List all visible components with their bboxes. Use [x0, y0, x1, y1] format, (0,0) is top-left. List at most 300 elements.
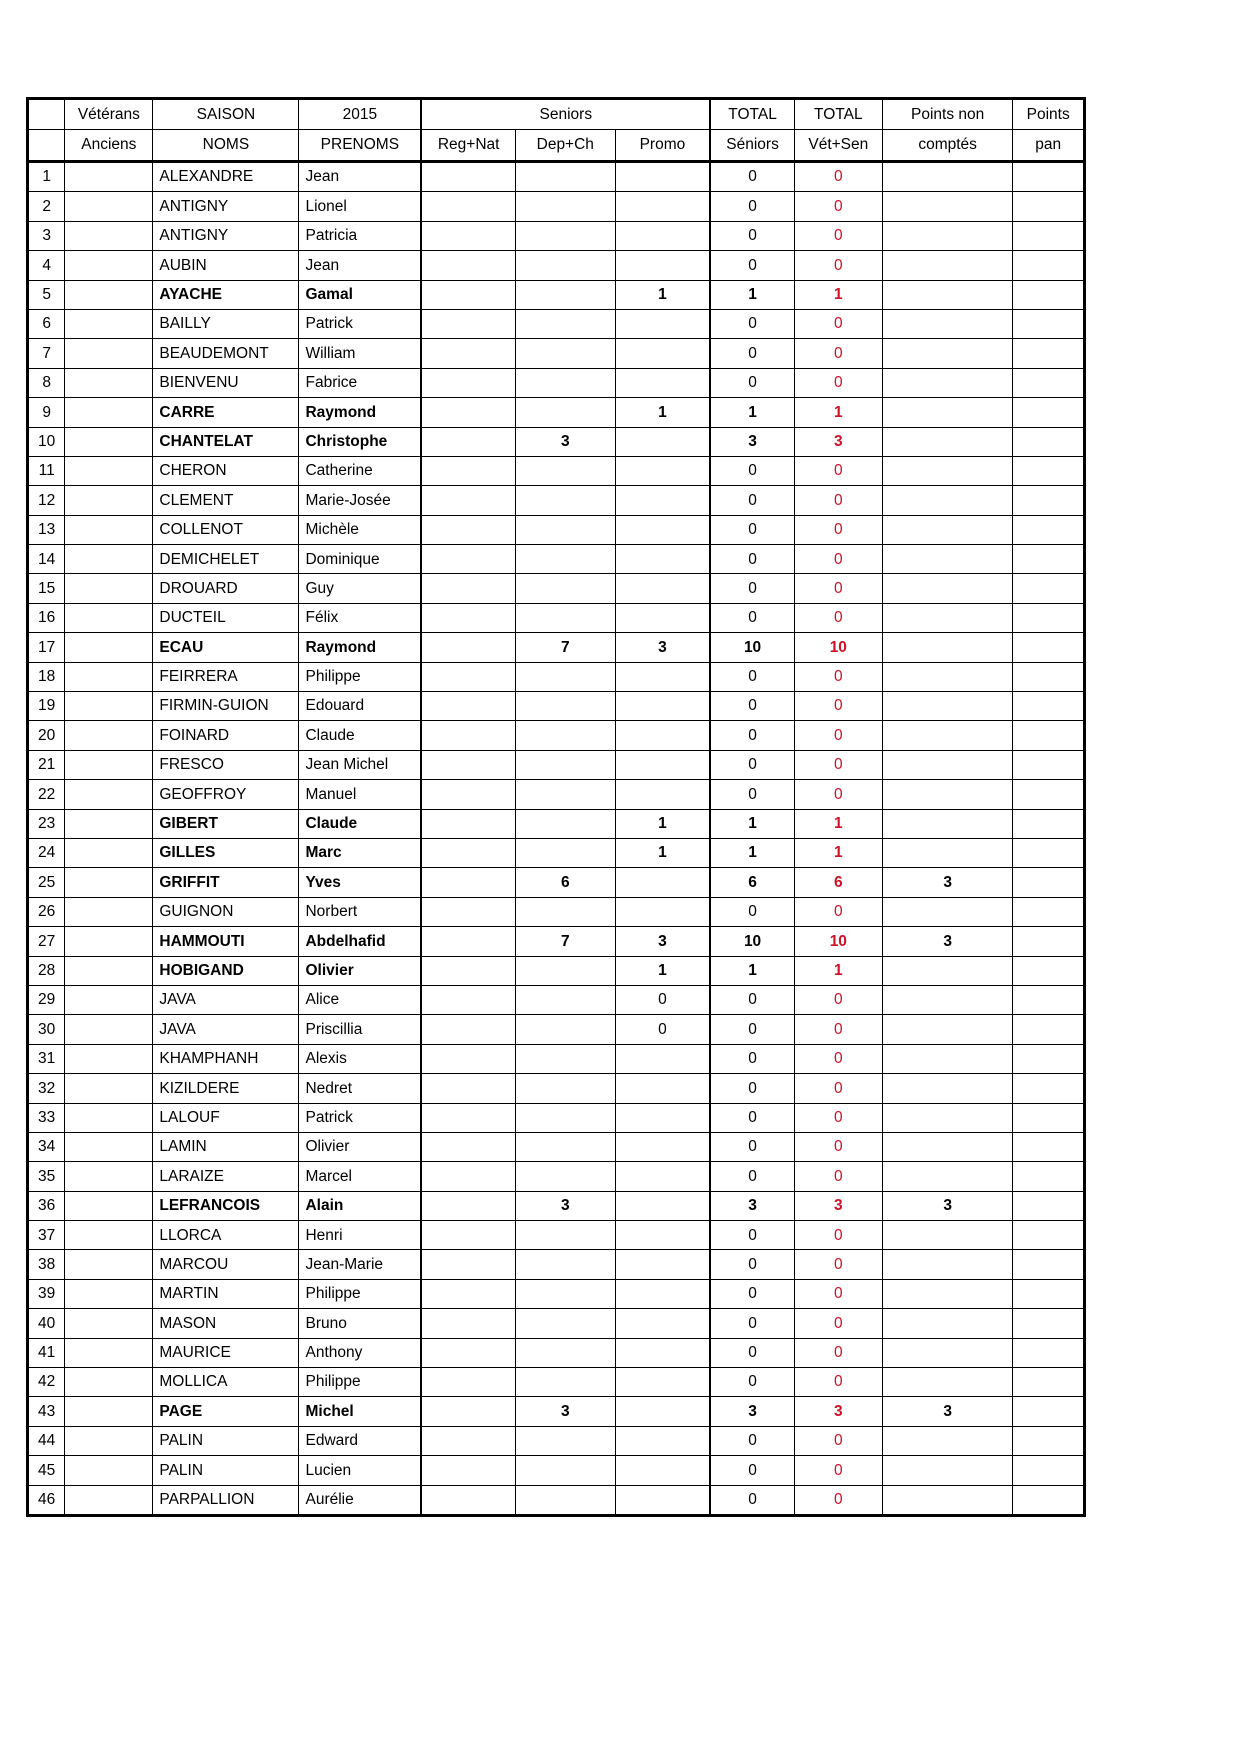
- cell-prenom: Philippe: [299, 662, 421, 691]
- cell-prenom: Abdelhafid: [299, 927, 421, 956]
- cell-anciens: [65, 1074, 153, 1103]
- row-index: 29: [28, 985, 65, 1014]
- cell-reg-nat: [421, 1044, 515, 1073]
- cell-points-non-comptes: 3: [882, 1397, 1013, 1426]
- cell-nom: BIENVENU: [153, 368, 299, 397]
- cell-total-seniors: 0: [710, 1044, 794, 1073]
- cell-reg-nat: [421, 633, 515, 662]
- cell-anciens: [65, 721, 153, 750]
- cell-dep-ch: [516, 809, 615, 838]
- cell-nom: PARPALLION: [153, 1485, 299, 1515]
- cell-reg-nat: [421, 368, 515, 397]
- cell-prenom: Catherine: [299, 456, 421, 485]
- cell-total-seniors: 0: [710, 1221, 794, 1250]
- header-saison: SAISON: [153, 99, 299, 130]
- cell-points-pan: [1013, 221, 1085, 250]
- cell-anciens: [65, 280, 153, 309]
- cell-dep-ch: [516, 1103, 615, 1132]
- cell-total-vet-sen: 0: [794, 251, 882, 280]
- cell-reg-nat: [421, 574, 515, 603]
- header-noms: NOMS: [153, 130, 299, 162]
- cell-points-non-comptes: [882, 956, 1013, 985]
- cell-total-seniors: 0: [710, 897, 794, 926]
- cell-total-seniors: 10: [710, 633, 794, 662]
- cell-prenom: Marcel: [299, 1162, 421, 1191]
- cell-promo: [615, 162, 710, 192]
- cell-total-seniors: 0: [710, 1103, 794, 1132]
- row-index: 3: [28, 221, 65, 250]
- cell-reg-nat: [421, 662, 515, 691]
- cell-prenom: Claude: [299, 809, 421, 838]
- cell-dep-ch: [516, 280, 615, 309]
- cell-total-vet-sen: 0: [794, 1103, 882, 1132]
- table-row: [28, 1397, 1085, 1426]
- cell-total-vet-sen: 1: [794, 956, 882, 985]
- cell-total-seniors: 0: [710, 368, 794, 397]
- cell-points-pan: [1013, 456, 1085, 485]
- cell-nom: PALIN: [153, 1426, 299, 1455]
- cell-points-non-comptes: [882, 574, 1013, 603]
- cell-total-seniors: 0: [710, 456, 794, 485]
- table-row: [28, 692, 1085, 721]
- cell-points-pan: [1013, 750, 1085, 779]
- cell-total-seniors: 0: [710, 750, 794, 779]
- cell-promo: [615, 1074, 710, 1103]
- cell-points-pan: [1013, 1044, 1085, 1073]
- cell-promo: [615, 1485, 710, 1515]
- cell-nom: PALIN: [153, 1456, 299, 1485]
- cell-total-seniors: 0: [710, 1368, 794, 1397]
- cell-points-pan: [1013, 1338, 1085, 1367]
- cell-points-non-comptes: 3: [882, 1191, 1013, 1220]
- cell-dep-ch: [516, 897, 615, 926]
- cell-dep-ch: [516, 1250, 615, 1279]
- cell-reg-nat: [421, 927, 515, 956]
- cell-nom: DUCTEIL: [153, 603, 299, 632]
- cell-anciens: [65, 339, 153, 368]
- cell-points-pan: [1013, 251, 1085, 280]
- row-index: 13: [28, 515, 65, 544]
- cell-anciens: [65, 398, 153, 427]
- cell-points-non-comptes: [882, 486, 1013, 515]
- cell-dep-ch: [516, 574, 615, 603]
- results-table-container: [26, 97, 1086, 1517]
- cell-total-vet-sen: 6: [794, 868, 882, 897]
- cell-total-vet-sen: 0: [794, 456, 882, 485]
- cell-promo: [615, 1221, 710, 1250]
- row-index: 34: [28, 1132, 65, 1161]
- cell-anciens: [65, 1485, 153, 1515]
- table-row: [28, 427, 1085, 456]
- cell-nom: DEMICHELET: [153, 545, 299, 574]
- cell-reg-nat: [421, 545, 515, 574]
- row-index: 7: [28, 339, 65, 368]
- cell-reg-nat: [421, 1103, 515, 1132]
- cell-anciens: [65, 1397, 153, 1426]
- cell-anciens: [65, 780, 153, 809]
- cell-points-pan: [1013, 515, 1085, 544]
- cell-points-non-comptes: 3: [882, 927, 1013, 956]
- header-points-top: Points: [1013, 99, 1085, 130]
- cell-dep-ch: 3: [516, 1191, 615, 1220]
- cell-prenom: Jean: [299, 251, 421, 280]
- row-index: 12: [28, 486, 65, 515]
- cell-nom: GUIGNON: [153, 897, 299, 926]
- row-index: 10: [28, 427, 65, 456]
- cell-points-non-comptes: [882, 809, 1013, 838]
- cell-reg-nat: [421, 1250, 515, 1279]
- header-points-non-comptes: comptés: [882, 130, 1013, 162]
- cell-anciens: [65, 927, 153, 956]
- cell-nom: FEIRRERA: [153, 662, 299, 691]
- cell-dep-ch: [516, 1485, 615, 1515]
- cell-total-seniors: 0: [710, 339, 794, 368]
- cell-points-non-comptes: [882, 221, 1013, 250]
- cell-nom: AYACHE: [153, 280, 299, 309]
- cell-prenom: Anthony: [299, 1338, 421, 1367]
- table-row: [28, 251, 1085, 280]
- cell-nom: ECAU: [153, 633, 299, 662]
- header-dep-ch: Dep+Ch: [516, 130, 615, 162]
- cell-dep-ch: [516, 1309, 615, 1338]
- row-index: 11: [28, 456, 65, 485]
- header-index-blank: [28, 130, 65, 162]
- cell-total-vet-sen: 0: [794, 1279, 882, 1308]
- cell-nom: MARTIN: [153, 1279, 299, 1308]
- cell-reg-nat: [421, 1426, 515, 1455]
- cell-points-pan: [1013, 280, 1085, 309]
- cell-reg-nat: [421, 221, 515, 250]
- cell-dep-ch: [516, 339, 615, 368]
- table-row: [28, 809, 1085, 838]
- cell-anciens: [65, 868, 153, 897]
- cell-anciens: [65, 1338, 153, 1367]
- table-row: [28, 1426, 1085, 1455]
- row-index: 21: [28, 750, 65, 779]
- cell-anciens: [65, 985, 153, 1014]
- cell-reg-nat: [421, 1485, 515, 1515]
- cell-promo: 3: [615, 633, 710, 662]
- cell-total-vet-sen: 0: [794, 1456, 882, 1485]
- cell-reg-nat: [421, 1162, 515, 1191]
- cell-reg-nat: [421, 1191, 515, 1220]
- cell-prenom: Fabrice: [299, 368, 421, 397]
- cell-anciens: [65, 662, 153, 691]
- cell-dep-ch: [516, 456, 615, 485]
- cell-promo: [615, 721, 710, 750]
- cell-dep-ch: [516, 780, 615, 809]
- cell-points-non-comptes: [882, 1162, 1013, 1191]
- cell-nom: CHERON: [153, 456, 299, 485]
- table-row: [28, 868, 1085, 897]
- cell-total-seniors: 0: [710, 780, 794, 809]
- cell-prenom: Jean: [299, 162, 421, 192]
- cell-reg-nat: [421, 780, 515, 809]
- cell-promo: [615, 897, 710, 926]
- cell-total-vet-sen: 0: [794, 309, 882, 338]
- row-index: 42: [28, 1368, 65, 1397]
- cell-total-vet-sen: 0: [794, 897, 882, 926]
- table-row: [28, 633, 1085, 662]
- cell-nom: JAVA: [153, 1015, 299, 1044]
- cell-dep-ch: [516, 486, 615, 515]
- cell-promo: 1: [615, 838, 710, 867]
- cell-prenom: Jean Michel: [299, 750, 421, 779]
- cell-points-pan: [1013, 1250, 1085, 1279]
- cell-nom: GIBERT: [153, 809, 299, 838]
- header-row-top: [28, 99, 1085, 130]
- cell-points-pan: [1013, 1426, 1085, 1455]
- cell-total-vet-sen: 0: [794, 750, 882, 779]
- cell-points-non-comptes: [882, 1279, 1013, 1308]
- cell-total-vet-sen: 0: [794, 486, 882, 515]
- header-total-seniors: Séniors: [710, 130, 794, 162]
- table-row: [28, 780, 1085, 809]
- cell-dep-ch: [516, 251, 615, 280]
- cell-prenom: Marc: [299, 838, 421, 867]
- cell-promo: [615, 1338, 710, 1367]
- cell-dep-ch: [516, 398, 615, 427]
- table-row: [28, 221, 1085, 250]
- cell-nom: BAILLY: [153, 309, 299, 338]
- cell-points-non-comptes: [882, 721, 1013, 750]
- cell-points-non-comptes: [882, 1221, 1013, 1250]
- cell-total-vet-sen: 0: [794, 368, 882, 397]
- table-row: [28, 985, 1085, 1014]
- table-row: [28, 456, 1085, 485]
- cell-nom: COLLENOT: [153, 515, 299, 544]
- cell-nom: JAVA: [153, 985, 299, 1014]
- table-row: [28, 1368, 1085, 1397]
- cell-reg-nat: [421, 1132, 515, 1161]
- cell-promo: [615, 1397, 710, 1426]
- cell-points-pan: [1013, 1221, 1085, 1250]
- cell-dep-ch: [516, 1015, 615, 1044]
- cell-points-pan: [1013, 1162, 1085, 1191]
- row-index: 15: [28, 574, 65, 603]
- cell-total-vet-sen: 0: [794, 1309, 882, 1338]
- cell-prenom: Aurélie: [299, 1485, 421, 1515]
- cell-prenom: Philippe: [299, 1279, 421, 1308]
- cell-points-pan: [1013, 545, 1085, 574]
- row-index: 32: [28, 1074, 65, 1103]
- cell-nom: DROUARD: [153, 574, 299, 603]
- cell-dep-ch: [516, 1338, 615, 1367]
- cell-points-non-comptes: [882, 339, 1013, 368]
- cell-reg-nat: [421, 721, 515, 750]
- cell-prenom: Alice: [299, 985, 421, 1014]
- row-index: 24: [28, 838, 65, 867]
- row-index: 46: [28, 1485, 65, 1515]
- cell-promo: [615, 515, 710, 544]
- cell-anciens: [65, 1103, 153, 1132]
- cell-prenom: Edouard: [299, 692, 421, 721]
- cell-nom: BEAUDEMONT: [153, 339, 299, 368]
- cell-points-non-comptes: [882, 192, 1013, 221]
- cell-promo: [615, 1309, 710, 1338]
- cell-promo: 1: [615, 280, 710, 309]
- cell-points-non-comptes: [882, 633, 1013, 662]
- cell-prenom: Olivier: [299, 956, 421, 985]
- cell-nom: ALEXANDRE: [153, 162, 299, 192]
- cell-points-pan: [1013, 897, 1085, 926]
- cell-nom: FOINARD: [153, 721, 299, 750]
- cell-prenom: Philippe: [299, 1368, 421, 1397]
- cell-points-pan: [1013, 574, 1085, 603]
- cell-anciens: [65, 692, 153, 721]
- cell-promo: [615, 868, 710, 897]
- cell-total-vet-sen: 0: [794, 1485, 882, 1515]
- cell-points-pan: [1013, 1456, 1085, 1485]
- cell-prenom: Raymond: [299, 633, 421, 662]
- row-index: 20: [28, 721, 65, 750]
- cell-nom: LARAIZE: [153, 1162, 299, 1191]
- row-index: 26: [28, 897, 65, 926]
- cell-points-non-comptes: [882, 456, 1013, 485]
- cell-reg-nat: [421, 398, 515, 427]
- table-row: [28, 1338, 1085, 1367]
- header-corner-blank: [28, 99, 65, 130]
- cell-prenom: Christophe: [299, 427, 421, 456]
- cell-total-seniors: 0: [710, 721, 794, 750]
- cell-total-vet-sen: 3: [794, 427, 882, 456]
- cell-nom: MARCOU: [153, 1250, 299, 1279]
- cell-promo: 0: [615, 1015, 710, 1044]
- cell-total-vet-sen: 0: [794, 192, 882, 221]
- cell-promo: [615, 1132, 710, 1161]
- header-reg-nat: Reg+Nat: [421, 130, 515, 162]
- cell-points-non-comptes: [882, 398, 1013, 427]
- cell-dep-ch: [516, 309, 615, 338]
- table-row: [28, 1162, 1085, 1191]
- table-row: [28, 1015, 1085, 1044]
- table-row: [28, 574, 1085, 603]
- cell-prenom: Félix: [299, 603, 421, 632]
- cell-anciens: [65, 1368, 153, 1397]
- cell-promo: [615, 750, 710, 779]
- cell-reg-nat: [421, 1368, 515, 1397]
- cell-points-pan: [1013, 1368, 1085, 1397]
- cell-prenom: Marie-Josée: [299, 486, 421, 515]
- cell-total-seniors: 0: [710, 1132, 794, 1161]
- table-row: [28, 339, 1085, 368]
- cell-prenom: Olivier: [299, 1132, 421, 1161]
- cell-total-seniors: 0: [710, 692, 794, 721]
- header-promo: Promo: [615, 130, 710, 162]
- cell-reg-nat: [421, 692, 515, 721]
- row-index: 45: [28, 1456, 65, 1485]
- row-index: 30: [28, 1015, 65, 1044]
- cell-anciens: [65, 486, 153, 515]
- cell-prenom: Gamal: [299, 280, 421, 309]
- table-row: [28, 1044, 1085, 1073]
- row-index: 33: [28, 1103, 65, 1132]
- row-index: 44: [28, 1426, 65, 1455]
- cell-points-non-comptes: [882, 1309, 1013, 1338]
- cell-points-non-comptes: [882, 1015, 1013, 1044]
- cell-points-non-comptes: [882, 545, 1013, 574]
- cell-dep-ch: [516, 221, 615, 250]
- cell-promo: [615, 192, 710, 221]
- cell-points-pan: [1013, 780, 1085, 809]
- cell-anciens: [65, 1456, 153, 1485]
- cell-dep-ch: [516, 1279, 615, 1308]
- cell-promo: [615, 1279, 710, 1308]
- header-anciens: Anciens: [65, 130, 153, 162]
- table-row: [28, 750, 1085, 779]
- cell-anciens: [65, 1044, 153, 1073]
- cell-prenom: Bruno: [299, 1309, 421, 1338]
- cell-total-vet-sen: 0: [794, 515, 882, 544]
- cell-points-pan: [1013, 838, 1085, 867]
- cell-total-vet-sen: 1: [794, 838, 882, 867]
- cell-prenom: Yves: [299, 868, 421, 897]
- row-index: 6: [28, 309, 65, 338]
- cell-prenom: Patrick: [299, 309, 421, 338]
- cell-nom: CARRE: [153, 398, 299, 427]
- cell-total-seniors: 0: [710, 603, 794, 632]
- cell-points-pan: [1013, 1279, 1085, 1308]
- cell-total-seniors: 0: [710, 486, 794, 515]
- cell-reg-nat: [421, 515, 515, 544]
- cell-points-pan: [1013, 1191, 1085, 1220]
- cell-reg-nat: [421, 309, 515, 338]
- cell-total-vet-sen: 0: [794, 545, 882, 574]
- table-row: [28, 486, 1085, 515]
- cell-anciens: [65, 162, 153, 192]
- cell-total-vet-sen: 10: [794, 633, 882, 662]
- cell-prenom: Claude: [299, 721, 421, 750]
- cell-points-non-comptes: [882, 515, 1013, 544]
- cell-promo: [615, 339, 710, 368]
- cell-points-pan: [1013, 809, 1085, 838]
- cell-prenom: Jean-Marie: [299, 1250, 421, 1279]
- row-index: 43: [28, 1397, 65, 1426]
- table-row: [28, 662, 1085, 691]
- cell-total-seniors: 6: [710, 868, 794, 897]
- cell-nom: AUBIN: [153, 251, 299, 280]
- cell-points-non-comptes: 3: [882, 868, 1013, 897]
- cell-total-seniors: 0: [710, 662, 794, 691]
- cell-total-vet-sen: 10: [794, 927, 882, 956]
- cell-total-vet-sen: 0: [794, 1426, 882, 1455]
- cell-promo: [615, 1250, 710, 1279]
- cell-points-non-comptes: [882, 1456, 1013, 1485]
- cell-nom: MAURICE: [153, 1338, 299, 1367]
- cell-nom: KHAMPHANH: [153, 1044, 299, 1073]
- cell-promo: [615, 486, 710, 515]
- cell-points-pan: [1013, 927, 1085, 956]
- cell-points-pan: [1013, 956, 1085, 985]
- cell-prenom: Lionel: [299, 192, 421, 221]
- cell-promo: [615, 1103, 710, 1132]
- cell-reg-nat: [421, 486, 515, 515]
- cell-total-vet-sen: 0: [794, 1132, 882, 1161]
- cell-total-seniors: 0: [710, 1162, 794, 1191]
- row-index: 27: [28, 927, 65, 956]
- cell-points-non-comptes: [882, 1338, 1013, 1367]
- cell-reg-nat: [421, 956, 515, 985]
- cell-points-pan: [1013, 162, 1085, 192]
- cell-total-seniors: 1: [710, 809, 794, 838]
- cell-promo: [615, 1191, 710, 1220]
- cell-points-pan: [1013, 1103, 1085, 1132]
- cell-reg-nat: [421, 750, 515, 779]
- cell-points-pan: [1013, 1015, 1085, 1044]
- cell-nom: MASON: [153, 1309, 299, 1338]
- cell-reg-nat: [421, 456, 515, 485]
- cell-total-vet-sen: 0: [794, 692, 882, 721]
